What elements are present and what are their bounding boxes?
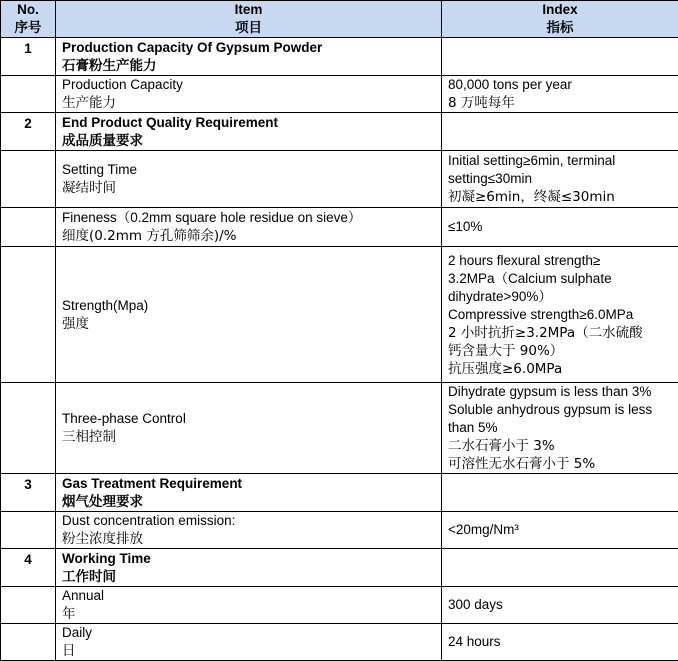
table-row (1, 512, 678, 549)
row-number (1, 208, 56, 247)
index-cell: Initial setting≥6min, terminal setting≤30min 初凝≥6min，终凝≤30min (442, 151, 678, 208)
section-index (442, 549, 678, 587)
index-cell: <20mg/Nm³ (442, 512, 678, 549)
item-cell: Annual 年 (56, 587, 442, 624)
section-title: Production Capacity Of Gypsum Powder 石膏粉生产能力 (56, 38, 442, 76)
table-row (1, 151, 678, 208)
header-row (1, 1, 678, 38)
item-cell: Production Capacity 生产能力 (56, 76, 442, 113)
row-number (1, 624, 56, 661)
section-index (442, 474, 678, 512)
index-cell: 24 hours (442, 624, 678, 661)
section-row (1, 113, 678, 151)
header-no: No. 序号 (1, 1, 56, 38)
index-cell: ≤10% (442, 208, 678, 247)
table-row (1, 383, 678, 474)
item-cell: Setting Time 凝结时间 (56, 151, 442, 208)
section-number: 2 (1, 113, 56, 151)
section-number: 1 (1, 38, 56, 76)
row-number (1, 247, 56, 383)
index-cell: Dihydrate gypsum is less than 3% Soluble anhydrous gypsum is less than 5% 二水石膏小于 3% 可溶性无水石膏小于 5% (442, 383, 678, 474)
section-row (1, 549, 678, 587)
item-cell: Fineness（0.2mm square hole residue on sieve） 细度(0.2mm 方孔筛筛余)/% (56, 208, 442, 247)
section-number: 4 (1, 549, 56, 587)
section-title: Working Time 工作时间 (56, 549, 442, 587)
index-cell: 2 hours flexural strength≥ 3.2MPa（Calcium sulphate dihydrate>90%） Compressive strength≥6.0MPa 2 小时抗折≥3.2MPa（二水硫酸 钙含量大于 90%） 抗压强度≥6.0MPa (442, 247, 678, 383)
index-cell: 80,000 tons per year 8 万吨每年 (442, 76, 678, 113)
row-number (1, 383, 56, 474)
item-cell: Daily 日 (56, 624, 442, 661)
section-index (442, 38, 678, 76)
row-number (1, 587, 56, 624)
section-row (1, 474, 678, 512)
row-number (1, 512, 56, 549)
table-row (1, 76, 678, 113)
header-index: Index 指标 (442, 1, 678, 38)
section-row (1, 38, 678, 76)
item-cell: Dust concentration emission: 粉尘浓度排放 (56, 512, 442, 549)
table-row (1, 624, 678, 661)
table-row (1, 587, 678, 624)
section-title: Gas Treatment Requirement 烟气处理要求 (56, 474, 442, 512)
section-title: End Product Quality Requirement 成品质量要求 (56, 113, 442, 151)
table-row (1, 247, 678, 383)
item-cell: Three-phase Control 三相控制 (56, 383, 442, 474)
table-row (1, 208, 678, 247)
row-number (1, 151, 56, 208)
header-item: Item 项目 (56, 1, 442, 38)
section-number: 3 (1, 474, 56, 512)
row-number (1, 76, 56, 113)
index-cell: 300 days (442, 587, 678, 624)
section-index (442, 113, 678, 151)
item-cell: Strength(Mpa) 强度 (56, 247, 442, 383)
